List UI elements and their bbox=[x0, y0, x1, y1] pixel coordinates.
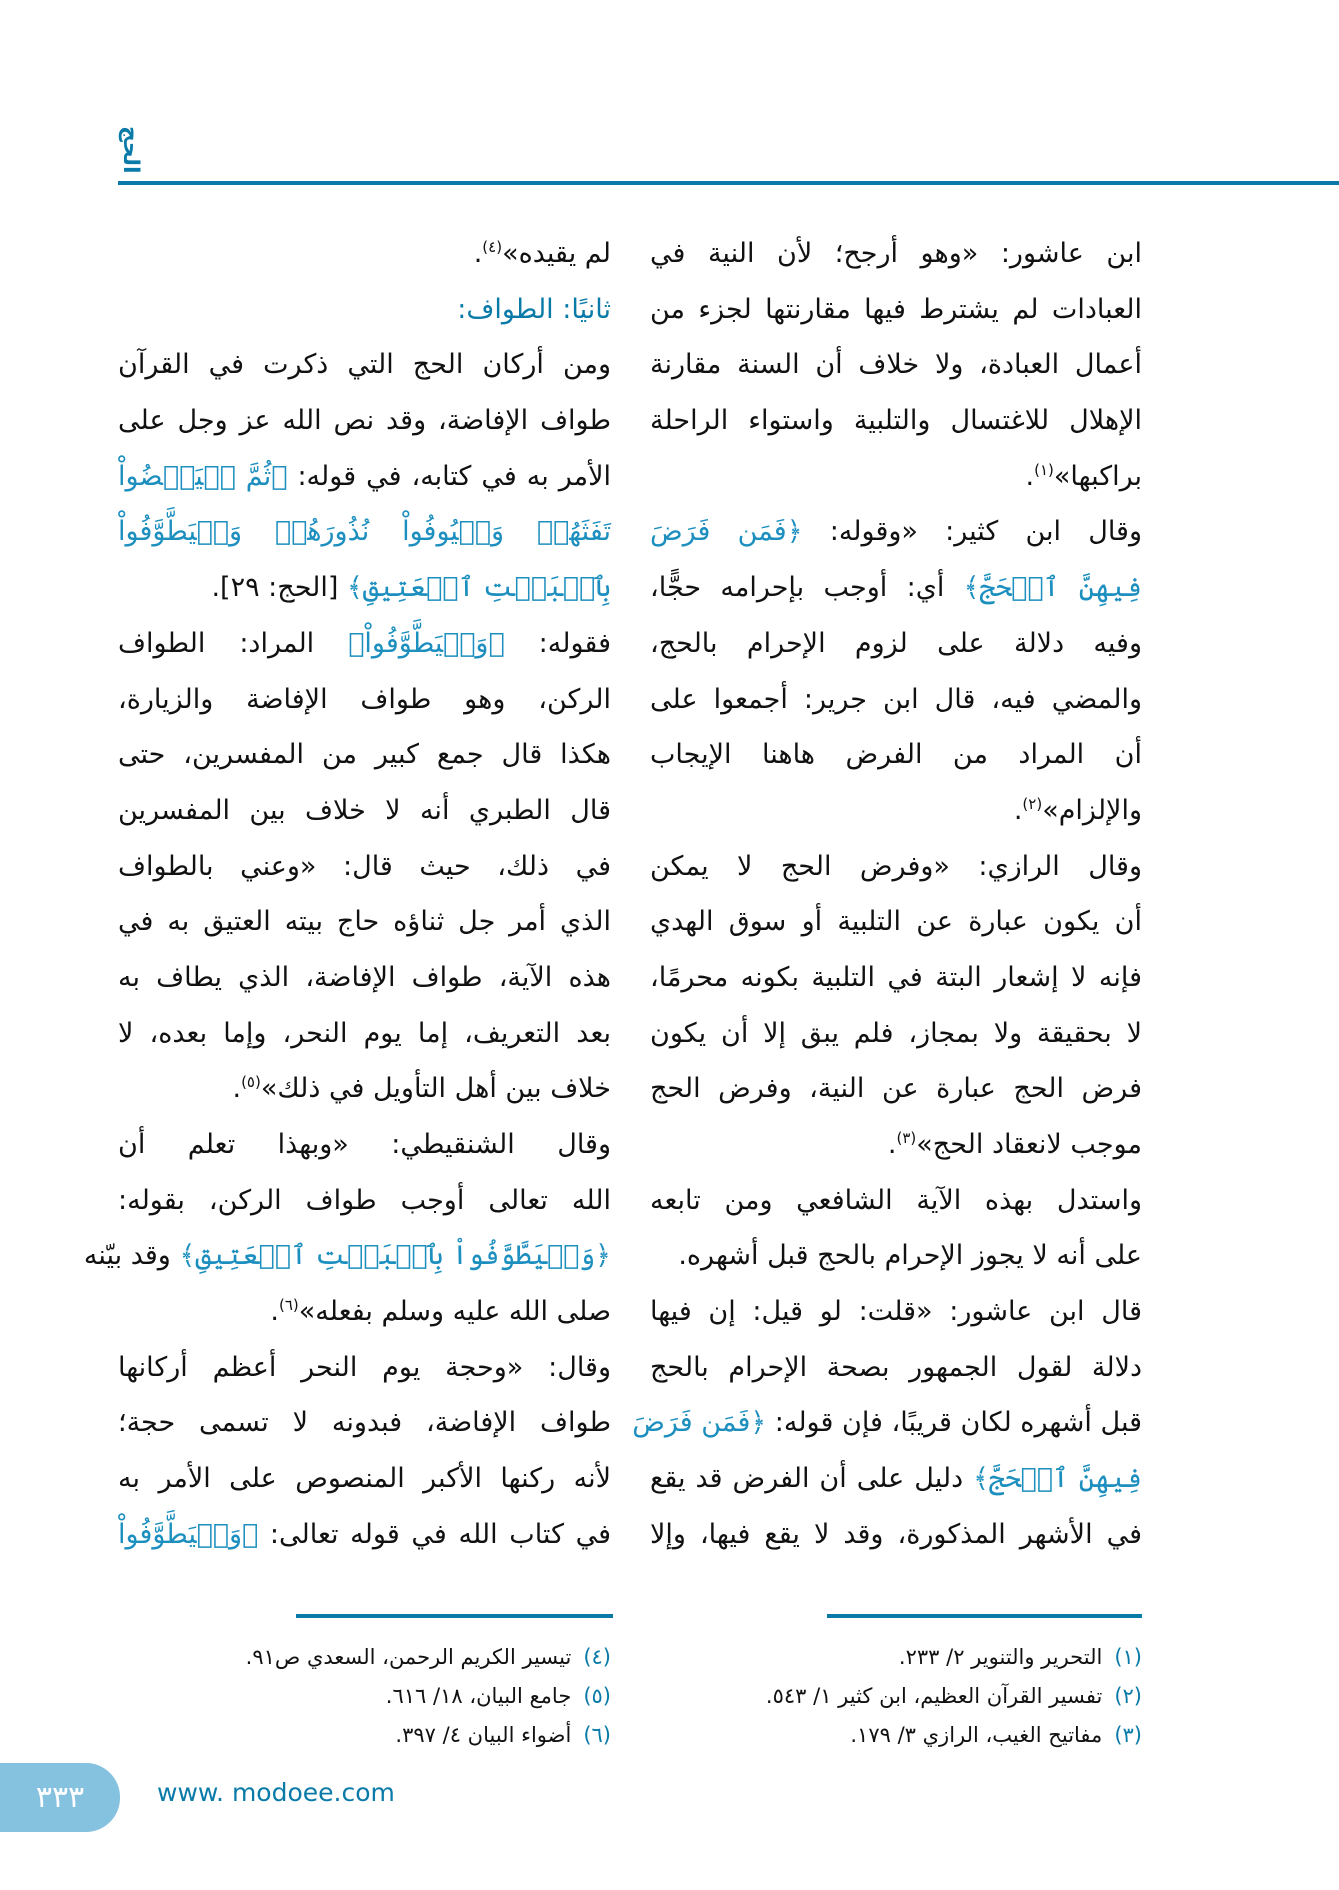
text-line bbox=[650, 616, 1142, 672]
text: والمضي فيه، قال ابن جرير: أجمعوا على bbox=[650, 683, 1142, 715]
website-link[interactable]: www. modoee.com bbox=[157, 1778, 395, 1807]
quran-verse: ﴿وَلۡيَطَّوَّفُواْ bbox=[118, 1518, 259, 1550]
text: وقال: «وحجة يوم النحر أعظم أركانها bbox=[118, 1351, 611, 1383]
footnote-text: تيسير الكريم الرحمن، السعدي ص٩١. bbox=[245, 1645, 572, 1669]
text: وقد بيّنه bbox=[83, 1240, 180, 1272]
quran-verse: بِٱلۡبَيۡتِ ٱلۡعَتِيقِ﴾ bbox=[346, 572, 611, 604]
text-line bbox=[650, 1117, 1142, 1173]
text: أعمال العبادة، ولا خلاف أن السنة مقارنة bbox=[650, 349, 1142, 381]
footnote-text: أضواء البيان ٤/ ٣٩٧. bbox=[395, 1723, 572, 1747]
text: . bbox=[232, 1073, 242, 1105]
text-line bbox=[650, 672, 1142, 728]
text: وقال الرازي: «وفرض الحج لا يمكن bbox=[650, 850, 1142, 882]
text-line bbox=[650, 1173, 1142, 1229]
quran-verse: فِيهِنَّ ٱلۡحَجَّ﴾ bbox=[963, 572, 1142, 604]
text: في كتاب الله في قوله تعالى: bbox=[258, 1518, 611, 1550]
footnote-ref[interactable]: (٣) bbox=[896, 1129, 917, 1147]
chapter-title: الحج bbox=[118, 126, 143, 174]
text-line bbox=[118, 337, 611, 393]
quran-verse: ﴿فَمَن فَرَضَ bbox=[650, 516, 803, 548]
text-line bbox=[118, 1340, 611, 1396]
footnote bbox=[150, 1716, 611, 1755]
text: في ذلك، حيث قال: «وعني بالطواف bbox=[118, 850, 611, 882]
footnote bbox=[150, 1677, 611, 1716]
text-line bbox=[118, 894, 611, 950]
text-line bbox=[650, 560, 1142, 616]
text-line bbox=[118, 504, 611, 560]
text: دليل على أن الفرض قد يقع bbox=[650, 1463, 974, 1495]
text: خلاف بين أهل التأويل في ذلك» bbox=[260, 1073, 611, 1105]
text-line bbox=[650, 1228, 1142, 1284]
text-line bbox=[118, 1061, 611, 1117]
footnote-ref[interactable]: (٤) bbox=[482, 238, 503, 256]
text-line bbox=[118, 1507, 611, 1563]
quran-verse: ﴿فَمَن فَرَضَ bbox=[632, 1407, 767, 1439]
left-column bbox=[83, 226, 611, 1563]
text: . bbox=[1013, 794, 1023, 826]
text: ثانيًا: الطواف: bbox=[457, 293, 611, 325]
text: دلالة لقول الجمهور بصحة الإحرام بالحج bbox=[650, 1351, 1142, 1383]
text-line bbox=[650, 337, 1142, 393]
text-line bbox=[650, 727, 1142, 783]
text: الله تعالى أوجب طواف الركن، بقوله: bbox=[118, 1184, 611, 1216]
footnote-ref[interactable]: (٦) bbox=[279, 1296, 299, 1315]
footnote-divider bbox=[296, 1614, 613, 1618]
footnote bbox=[760, 1677, 1142, 1716]
text: ومن أركان الحج التي ذكرت في القرآن bbox=[118, 349, 611, 381]
text-line bbox=[118, 560, 611, 616]
text: قبل أشهره لكان قريبًا، فإن قوله: bbox=[766, 1407, 1142, 1439]
text-line bbox=[650, 282, 1142, 338]
quran-verse: ﴿ثُمَّ لۡيَقۡضُواْ bbox=[118, 460, 288, 492]
text: ابن عاشور: «وهو أرجح؛ لأن النية في bbox=[650, 238, 1142, 269]
text-line bbox=[650, 1284, 1142, 1340]
text-line bbox=[118, 783, 611, 839]
text: قال الطبري أنه لا خلاف بين المفسرين bbox=[118, 794, 611, 826]
text: الذي أمر جل ثناؤه حاج بيته العتيق به في bbox=[118, 906, 611, 938]
text-line bbox=[118, 839, 611, 895]
text: هكذا قال جمع كبير من المفسرين، حتى bbox=[118, 739, 611, 771]
footnote bbox=[150, 1638, 611, 1677]
text: . bbox=[1025, 460, 1035, 492]
text-line bbox=[650, 783, 1142, 839]
text: العبادات لم يشترط فيها مقارنتها لجزء من bbox=[650, 293, 1142, 325]
text: فرض الحج عبارة عن النية، وفرض الحج bbox=[650, 1073, 1142, 1105]
text: صلى الله عليه وسلم بفعله» bbox=[298, 1296, 611, 1328]
text: قال ابن عاشور: «قلت: لو قيل: إن فيها bbox=[650, 1296, 1142, 1328]
text: . bbox=[887, 1129, 897, 1160]
text: . bbox=[270, 1296, 279, 1328]
text: والإلزام» bbox=[1042, 794, 1142, 826]
text-line bbox=[632, 1395, 1142, 1451]
footnote bbox=[760, 1638, 1142, 1677]
text-line bbox=[118, 672, 611, 728]
text: في الأشهر المذكورة، وقد لا يقع فيها، وإلا bbox=[650, 1518, 1142, 1550]
text: أن يكون عبارة عن التلبية أو سوق الهدي bbox=[650, 906, 1142, 938]
text-line bbox=[118, 727, 611, 783]
text: أن المراد من الفرض هاهنا الإيجاب bbox=[650, 739, 1142, 771]
footnote-ref[interactable]: (٥) bbox=[241, 1073, 261, 1092]
footnote-number: (٤) bbox=[583, 1645, 611, 1669]
text-line bbox=[650, 1507, 1142, 1563]
quran-verse: فِيهِنَّ ٱلۡحَجَّ﴾ bbox=[973, 1463, 1142, 1495]
text-line bbox=[650, 1340, 1142, 1396]
text: المراد: الطواف bbox=[118, 627, 349, 659]
text-line bbox=[650, 1006, 1142, 1062]
text-line bbox=[650, 1061, 1142, 1117]
text-line bbox=[650, 449, 1142, 505]
text: فقوله: bbox=[504, 627, 611, 659]
text-line bbox=[118, 1284, 611, 1340]
text-line bbox=[118, 1006, 611, 1062]
text-line bbox=[650, 226, 1142, 282]
text: [الحج: ٢٩]. bbox=[211, 572, 347, 604]
text: موجب لانعقاد الحج» bbox=[916, 1129, 1142, 1160]
quran-verse: تَفَثَهُمۡ وَلۡيُوفُواْ نُذُورَهُمۡ وَلۡيَطَّوَّفُواْ bbox=[118, 516, 611, 548]
footnote-number: (٢) bbox=[1114, 1684, 1142, 1708]
text-line bbox=[650, 839, 1142, 895]
text: وفيه دلالة على لزوم الإحرام بالحج، bbox=[650, 627, 1142, 659]
text: . bbox=[473, 238, 483, 269]
section-heading bbox=[118, 282, 611, 338]
footnote-text: مفاتيح الغيب، الرازي ٣/ ١٧٩. bbox=[850, 1723, 1103, 1747]
text-line bbox=[650, 393, 1142, 449]
text: طواف الإفاضة، وقد نص الله عز وجل على bbox=[118, 405, 611, 437]
footnotes-left bbox=[150, 1638, 611, 1755]
footnote-number: (٦) bbox=[583, 1723, 611, 1747]
footnote-ref[interactable]: (١) bbox=[1034, 460, 1054, 479]
text: لا بحقيقة ولا بمجاز، فلم يبق إلا أن يكون bbox=[650, 1017, 1142, 1049]
quran-verse: ﴿وَلۡيَطَّوَّفُواْ بِٱلۡبَيۡتِ ٱلۡعَتِيقِ﴾ bbox=[179, 1240, 611, 1272]
page-number: ٣٣٣ bbox=[0, 1763, 120, 1832]
text-line bbox=[650, 1451, 1142, 1507]
text: وقال ابن كثير: «وقوله: bbox=[802, 516, 1142, 548]
text: واستدل بهذه الآية الشافعي ومن تابعه bbox=[650, 1184, 1142, 1216]
footnote-divider bbox=[827, 1614, 1142, 1618]
text-line bbox=[118, 1395, 611, 1451]
right-column bbox=[632, 226, 1142, 1563]
text: وقال الشنقيطي: «وبهذا تعلم أن bbox=[118, 1129, 611, 1160]
text: الأمر به في كتابه، في قوله: bbox=[287, 460, 611, 492]
text-line bbox=[118, 449, 611, 505]
text-line bbox=[118, 950, 611, 1006]
footnote-text: التحرير والتنوير ٢/ ٢٣٣. bbox=[898, 1645, 1103, 1669]
text: أي: أوجب بإحرامه حجًّا، bbox=[650, 572, 964, 604]
text: براكبها» bbox=[1053, 460, 1142, 492]
text: لم يقيده» bbox=[502, 238, 611, 269]
text: الإهلال للاغتسال والتلبية واستواء الراحلة bbox=[650, 405, 1142, 437]
header-divider bbox=[118, 181, 1339, 185]
text: فإنه لا إشعار البتة في التلبية بكونه محرمًا، bbox=[650, 961, 1142, 993]
footnote bbox=[760, 1716, 1142, 1755]
text-line bbox=[118, 1451, 611, 1507]
footnote-ref[interactable]: (٢) bbox=[1022, 794, 1043, 813]
text: هذه الآية، طواف الإفاضة، الذي يطاف به bbox=[118, 961, 611, 993]
text: بعد التعريف، إما يوم النحر، وإما بعده، لا bbox=[118, 1017, 611, 1049]
text-line bbox=[118, 226, 611, 282]
text-line bbox=[118, 616, 611, 672]
text: طواف الإفاضة، فبدونه لا تسمى حجة؛ bbox=[118, 1407, 611, 1439]
text-line bbox=[650, 894, 1142, 950]
quran-verse: ﴿وَلۡيَطَّوَّفُواْ﴾ bbox=[348, 627, 505, 659]
text-line bbox=[118, 1173, 611, 1229]
footnote-text: تفسير القرآن العظيم، ابن كثير ١/ ٥٤٣. bbox=[765, 1684, 1103, 1708]
footnote-text: جامع البيان، ١٨/ ٦١٦. bbox=[385, 1684, 572, 1708]
text-line bbox=[118, 393, 611, 449]
footnote-number: (٣) bbox=[1114, 1723, 1142, 1747]
footnotes-right bbox=[760, 1638, 1142, 1755]
text-line bbox=[118, 1117, 611, 1173]
text: الركن، وهو طواف الإفاضة والزيارة، bbox=[118, 683, 611, 715]
text-line bbox=[650, 950, 1142, 1006]
text-line bbox=[83, 1228, 611, 1284]
text-line bbox=[650, 504, 1142, 560]
text: على أنه لا يجوز الإحرام بالحج قبل أشهره. bbox=[678, 1240, 1142, 1272]
footnote-number: (٥) bbox=[583, 1684, 611, 1708]
text: لأنه ركنها الأكبر المنصوص على الأمر به bbox=[118, 1463, 611, 1495]
footnote-number: (١) bbox=[1114, 1645, 1142, 1669]
